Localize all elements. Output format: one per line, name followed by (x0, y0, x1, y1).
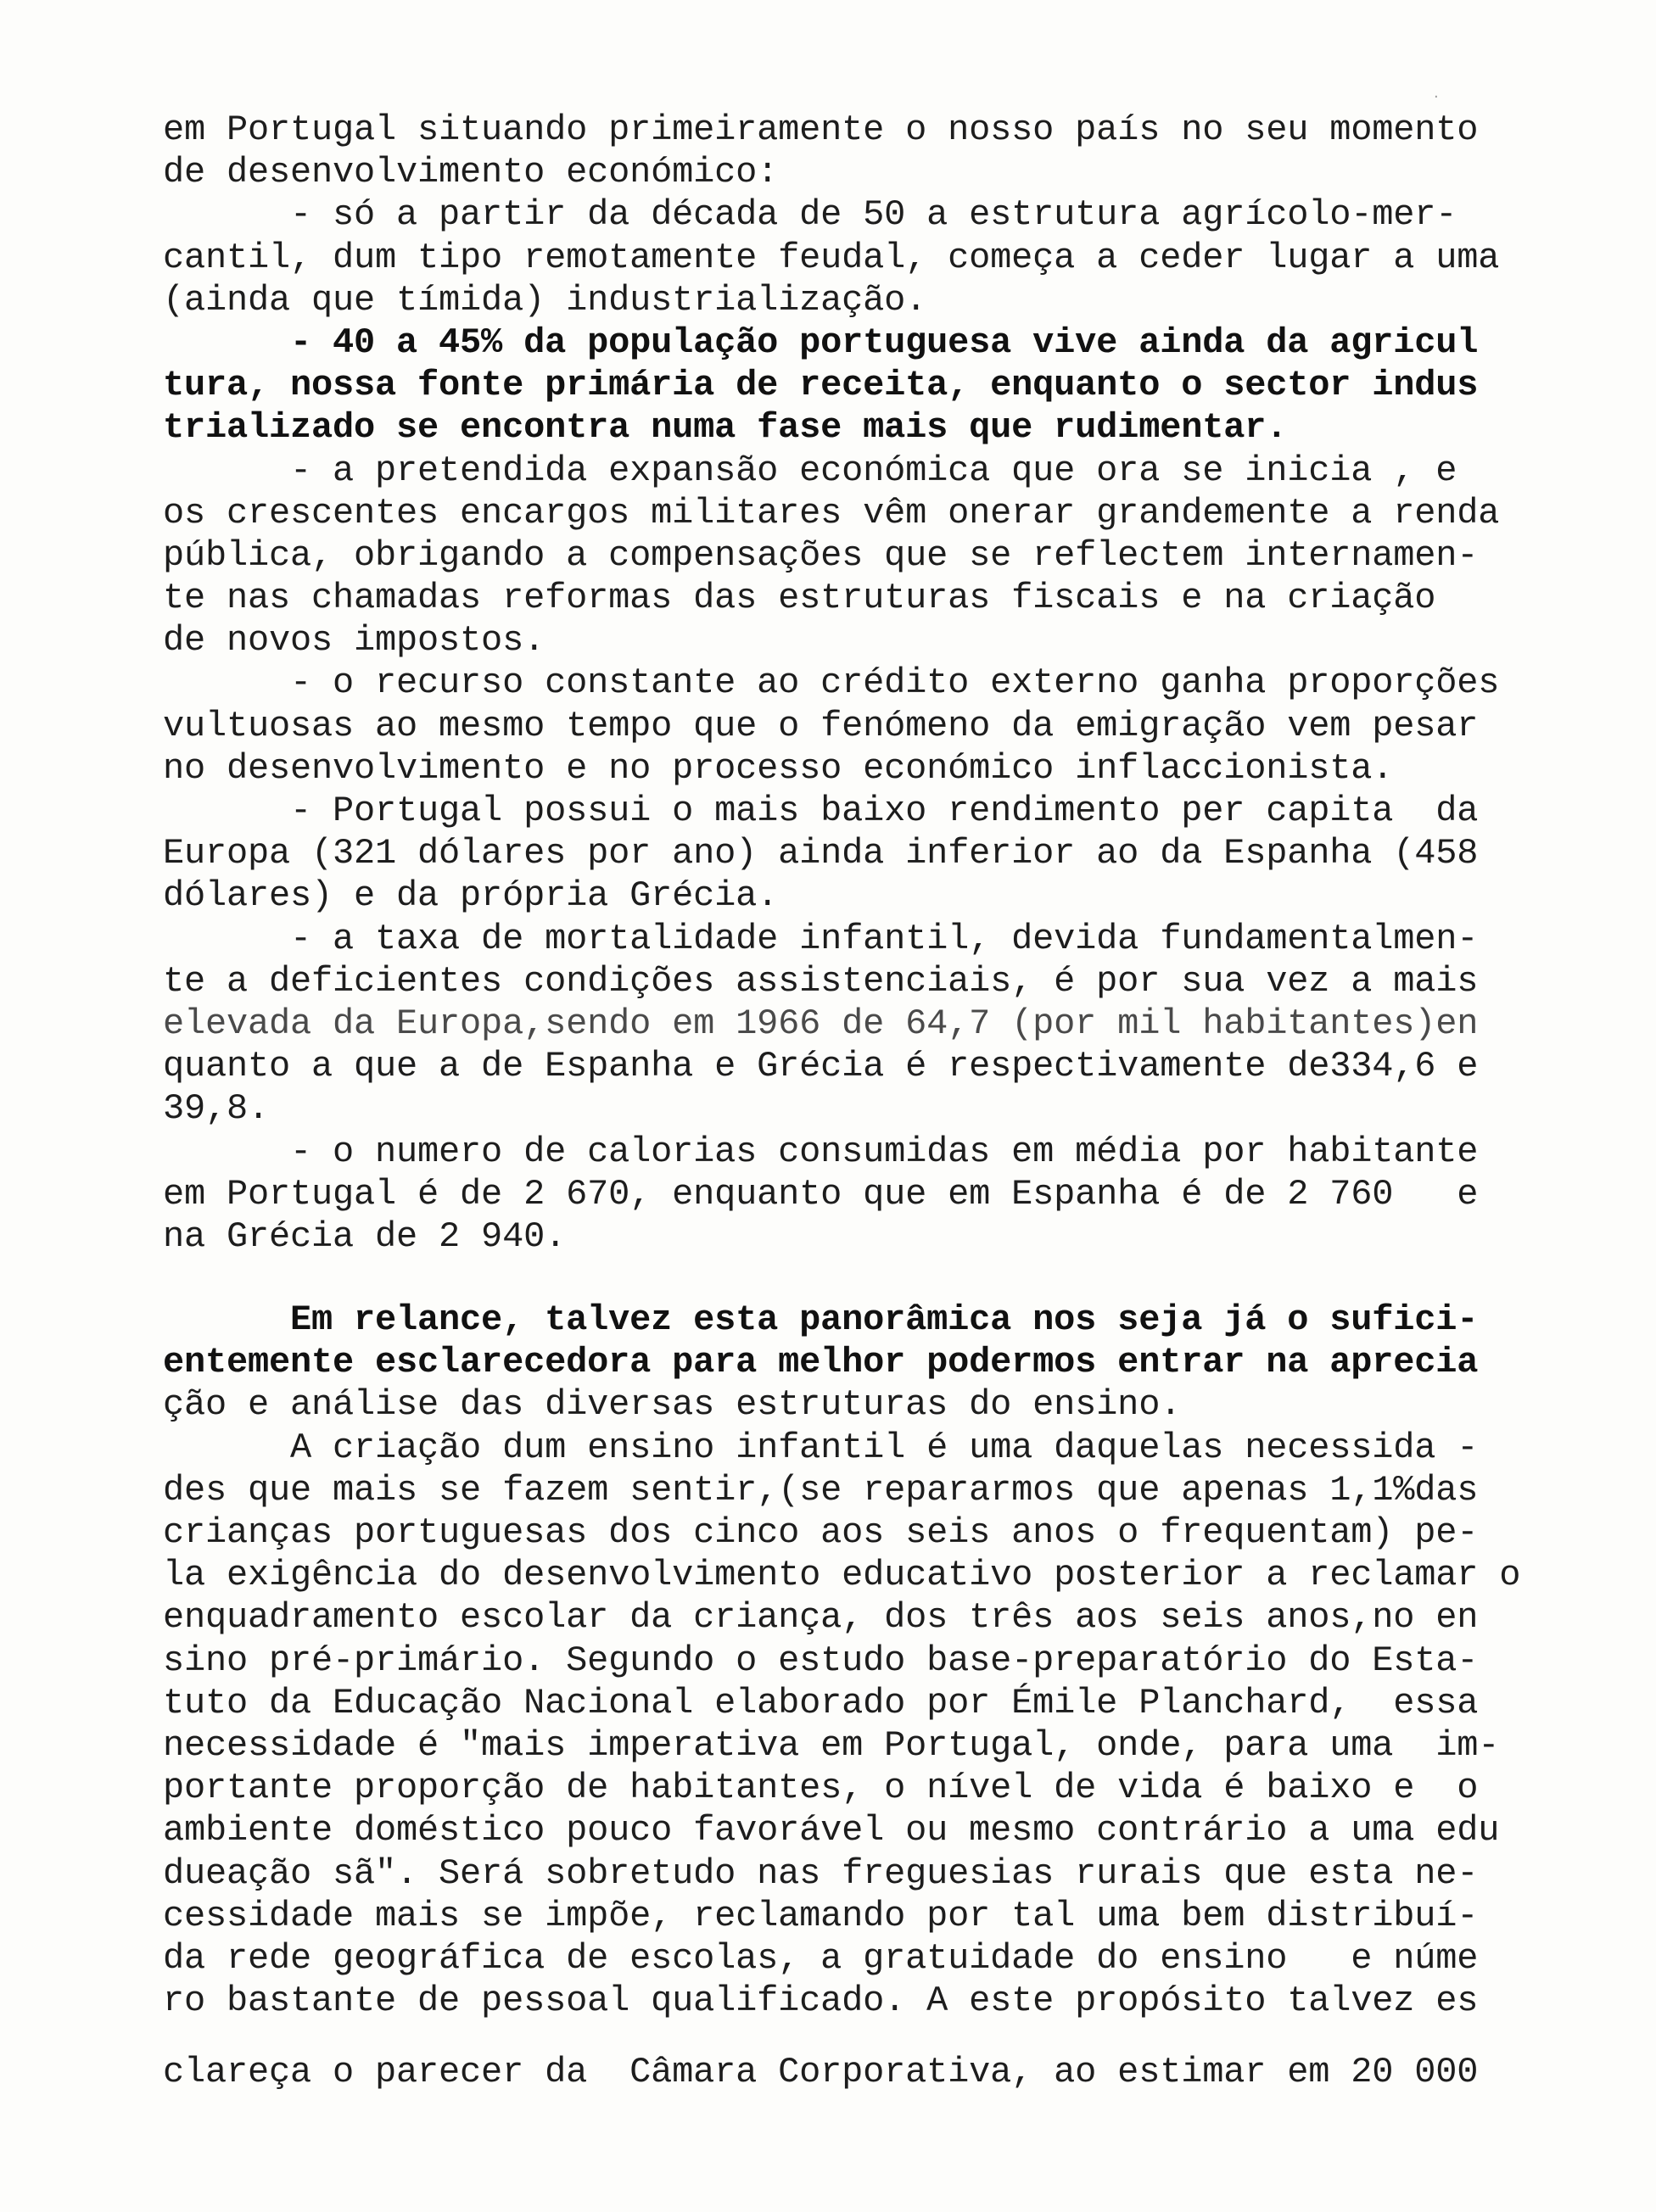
paragraph-first-line: A criação dum ensino infantil é uma daquelas necessida - (163, 1427, 1479, 1468)
bullet-line: - a pretendida expansão económica que ora se inicia , e (163, 450, 1457, 491)
text-line: em Portugal situando primeiramente o nosso país no seu momento (163, 109, 1479, 150)
text-line: tuto da Educação Nacional elaborado por Émile Planchard, essa (163, 1682, 1479, 1723)
text-line: sino pré-primário. Segundo o estudo base-preparatório do Esta- (163, 1639, 1479, 1681)
text-line: da rede geográfica de escolas, a gratuidade do ensino e núme (163, 1937, 1479, 1979)
text-line: la exigência do desenvolvimento educativo posterior a reclamar o (163, 1555, 1521, 1596)
text-line: te a deficientes condições assistenciais, é por sua vez a mais (163, 960, 1479, 1002)
text-line: enquadramento escolar da criança, dos três aos seis anos,no en (163, 1597, 1479, 1639)
text-line: Em relance, talvez esta panorâmica nos seja já o sufici- (163, 1299, 1479, 1341)
text-line: dólares) e da própria Grécia. (163, 875, 779, 917)
text-line: os crescentes encargos militares vêm onerar grandemente a renda (163, 492, 1500, 533)
text-line: vultuosas ao mesmo tempo que o fenómeno da emigração vem pesar (163, 705, 1479, 746)
text-line: cantil, dum tipo remotamente feudal, começa a ceder lugar a uma (163, 237, 1500, 278)
text-line: de novos impostos. (163, 620, 545, 662)
text-line: tura, nossa fonte primária de receita, enquanto o sector indus (163, 365, 1479, 406)
text-line: ção e análise das diversas estruturas do ensino. (163, 1384, 1182, 1426)
text-line: no desenvolvimento e no processo económico inflaccionista. (163, 747, 1394, 789)
text-line: 39,8. (163, 1088, 270, 1130)
document-body (163, 109, 1520, 2093)
text-line: em Portugal é de 2 670, enquanto que em Espanha é de 2 760 e (163, 1173, 1479, 1215)
text-line: portante proporção de habitantes, o nível de vida é baixo e o (163, 1768, 1479, 1809)
text-line: des que mais se fazem sentir,(se repararmos que apenas 1,1%das (163, 1469, 1479, 1511)
text-line: dueação sã". Será sobretudo nas freguesias rurais que esta ne- (163, 1852, 1479, 1894)
text-line: te nas chamadas reformas das estruturas fiscais e na criação (163, 578, 1436, 619)
text-line: clareça o parecer da Câmara Corporativa, ao estimar em 20 000 (163, 2052, 1479, 2093)
text-line: de desenvolvimento económico: (163, 152, 779, 193)
text-line: pública, obrigando a compensações que se reflectem internamen- (163, 534, 1479, 576)
bullet-line: - só a partir da década de 50 a estrutura agrícolo-mer- (163, 194, 1457, 236)
line-gap (163, 2022, 1520, 2051)
text-line: elevada da Europa,sendo em 1966 de 64,7 (por mil habitantes)en (163, 1003, 1479, 1044)
text-line: ambiente doméstico pouco favorável ou mesmo contrário a uma edu (163, 1810, 1500, 1852)
text-line: (ainda que tímida) industrialização. (163, 279, 927, 321)
text-line: entemente esclarecedora para melhor podermos entrar na aprecia (163, 1342, 1479, 1383)
text-line: na Grécia de 2 940. (163, 1215, 567, 1257)
text-line: crianças portuguesas dos cinco aos seis anos o frequentam) pe- (163, 1512, 1479, 1553)
text-line: necessidade é "mais imperativa em Portugal, onde, para uma im- (163, 1724, 1500, 1766)
bullet-line: - 40 a 45% da população portuguesa vive ainda da agricul (163, 321, 1479, 363)
bullet-line: - Portugal possui o mais baixo rendimento per capita da (163, 790, 1479, 831)
text-line: quanto a que a de Espanha e Grécia é respectivamente de334,6 e (163, 1046, 1479, 1087)
text-line: ro bastante de pessoal qualificado. A este propósito talvez es (163, 1980, 1479, 2022)
text-line: cessidade mais se impõe, reclamando por tal uma bem distribuí- (163, 1895, 1479, 1936)
paragraph-gap (163, 1258, 1520, 1299)
bullet-line: - o recurso constante ao crédito externo ganha proporções (163, 662, 1500, 704)
page-corner-mark: · (1434, 88, 1439, 106)
bullet-line: - a taxa de mortalidade infantil, devida fundamentalmen- (163, 918, 1479, 959)
bullet-line: - o numero de calorias consumidas em média por habitante (163, 1131, 1479, 1172)
text-line: trializado se encontra numa fase mais que rudimentar. (163, 407, 1288, 449)
text-line: Europa (321 dólares por ano) ainda inferior ao da Espanha (458 (163, 833, 1479, 874)
